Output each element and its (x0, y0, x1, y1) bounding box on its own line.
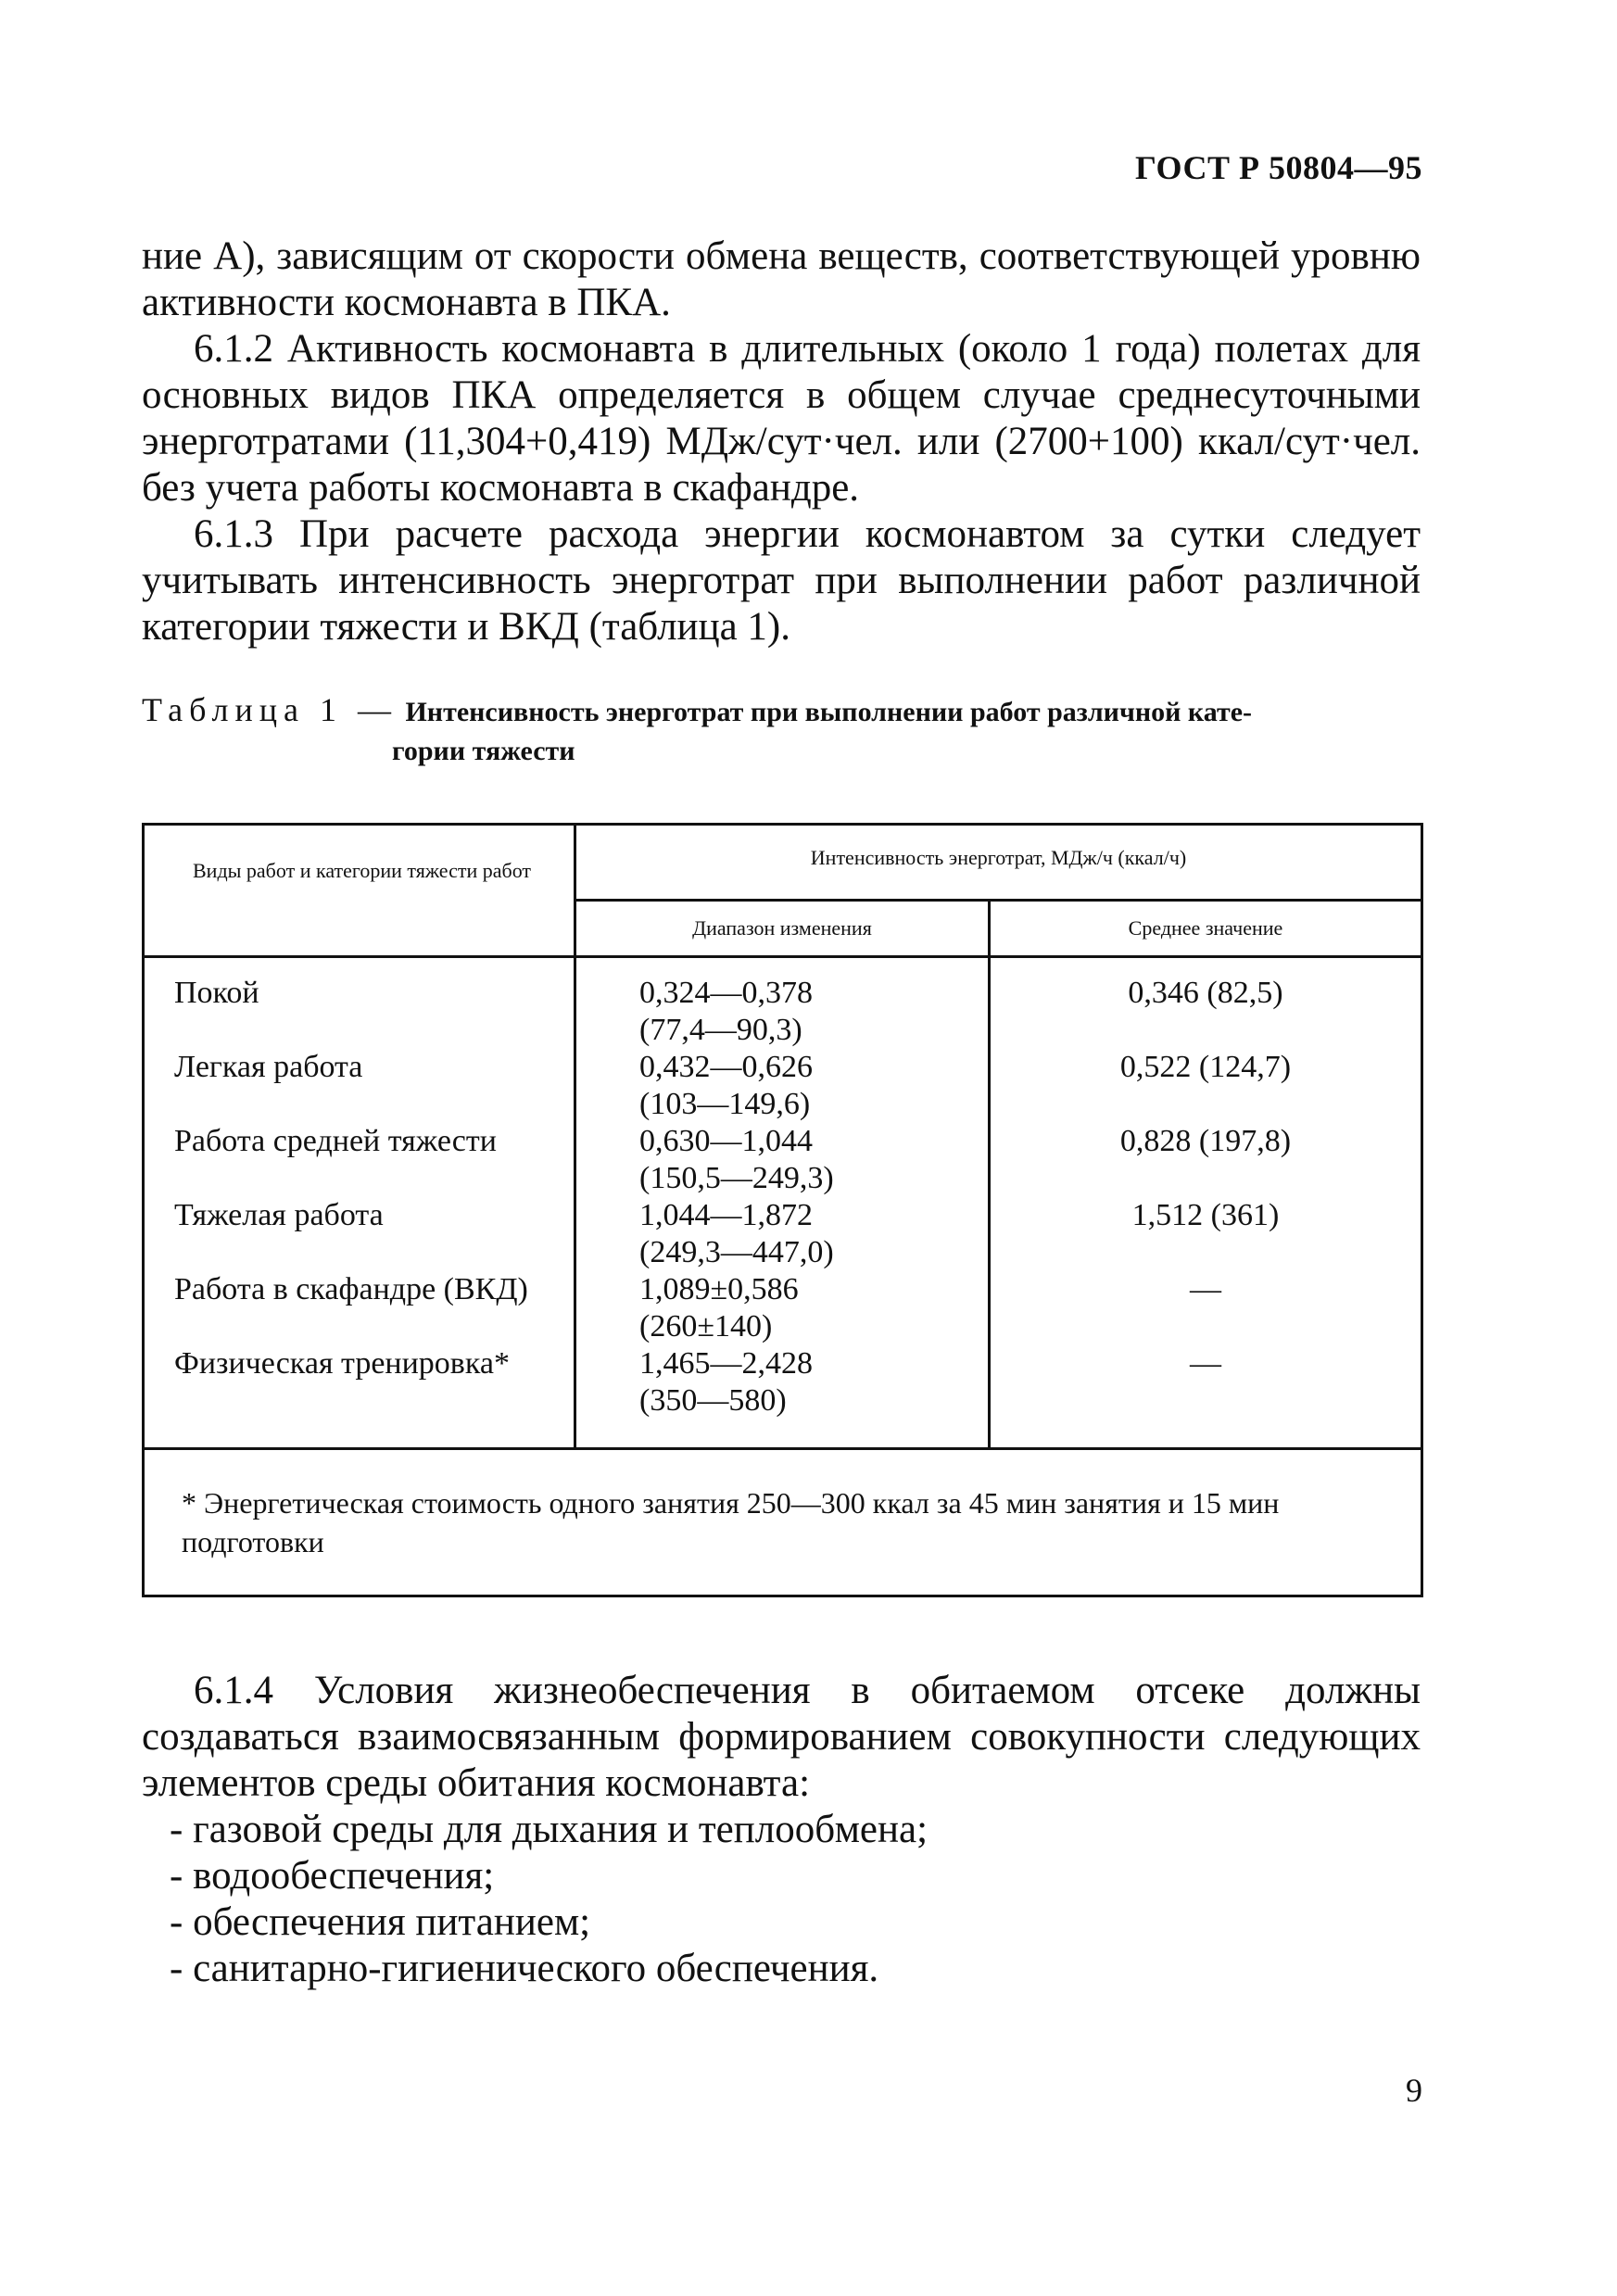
bottom-section (142, 1668, 1421, 1992)
range-kcal: (103—149,6) (639, 1087, 811, 1121)
row-kind: Тяжелая работа (174, 1198, 384, 1232)
list-item: - водообеспечения; (170, 1854, 495, 1898)
energy-table (142, 823, 1423, 1597)
range-mj: 1,044—1,872 (639, 1198, 813, 1232)
row-range (576, 1345, 988, 1419)
paragraph-6-1-3: 6.1.3 При расчете расхода энергии космонавтом за сутки следует учитывать интенсивность энерготрат при выполнении работ различной категории тяжести и ВКД (таблица 1). (142, 512, 1421, 649)
row-range (576, 1123, 988, 1197)
table-title-line1: Интенсивность энерготрат при выполнении работ различной кате- (405, 697, 1253, 727)
header-mean: Среднее значение (990, 901, 1422, 957)
range-column (575, 957, 990, 1449)
paragraph-6-1-4: 6.1.4 Условия жизнеобеспечения в обитаемом отсеке должны создаваться взаимосвязанным формированием совокупности следующих элементов среды обитания космонавта: (142, 1669, 1421, 1805)
table-caption (142, 690, 1421, 771)
table-title-line2: гории тяжести (392, 736, 575, 766)
list-item: - газовой среды для дыхания и теплообмена; (170, 1808, 929, 1851)
row-mean: 0,346 (82,5) (1128, 976, 1283, 1010)
range-mj: 0,432—0,626 (639, 1050, 813, 1084)
footnote-text: * Энергетическая стоимость одного занятия 250—300 ккал за 45 мин занятия и 15 мин подготовки (182, 1486, 1280, 1558)
row-range (576, 1271, 988, 1345)
range-mj: 1,089±0,586 (639, 1272, 799, 1306)
range-mj: 1,465—2,428 (639, 1346, 813, 1381)
row-range (576, 975, 988, 1049)
row-range (576, 1049, 988, 1123)
range-kcal: (350—580) (639, 1383, 787, 1418)
row-range (576, 1197, 988, 1271)
row-kind: Покой (174, 976, 259, 1010)
page-number: 9 (1406, 2072, 1422, 2109)
top-paragraphs (142, 233, 1421, 650)
document-header: ГОСТ Р 50804—95 (1135, 149, 1422, 186)
paragraph-continuation: ние А), зависящим от скорости обмена веществ, соответствующей уровню активности космонавта в ПКА. (142, 234, 1421, 324)
paragraph-6-1-2: 6.1.2 Активность космонавта в длительных (около 1 года) полетах для основных видов ПКА определяется в общем случае среднесуточными энерготратами (11,304+0,419) МДж/сут·чел. или (2700+100) ккал/сут·чел. без учета работы космонавта в скафандре. (142, 327, 1421, 510)
header-range: Диапазон изменения (575, 901, 990, 957)
row-mean: 0,828 (197,8) (1119, 1124, 1292, 1158)
table-label: Таблица 1 — (142, 691, 398, 728)
row-mean: — (1190, 1272, 1221, 1306)
kind-column (144, 957, 575, 1449)
row-kind: Работа средней тяжести (174, 1124, 497, 1158)
mean-column (990, 957, 1422, 1449)
range-kcal: (77,4—90,3) (639, 1013, 802, 1047)
range-kcal: (150,5—249,3) (639, 1161, 834, 1195)
range-kcal: (260±140) (639, 1309, 773, 1344)
header-kind: Виды работ и категории тяжести работ (144, 825, 575, 957)
row-mean: 0,522 (124,7) (1119, 1050, 1292, 1084)
header-intensity: Интенсивность энерготрат, МДж/ч (ккал/ч) (575, 825, 1422, 901)
range-mj: 0,324—0,378 (639, 976, 813, 1010)
list-item: - санитарно-гигиенического обеспечения. (170, 1947, 879, 1990)
list-item: - обеспечения питанием; (170, 1900, 591, 1944)
row-mean: — (1190, 1346, 1221, 1381)
row-mean: 1,512 (361) (1131, 1198, 1280, 1232)
row-kind: Легкая работа (174, 1050, 363, 1084)
row-kind: Работа в скафандре (ВКД) (174, 1272, 528, 1306)
row-kind: Физическая тренировка* (174, 1346, 510, 1381)
range-mj: 0,630—1,044 (639, 1124, 813, 1158)
table-footnote (144, 1449, 1422, 1596)
range-kcal: (249,3—447,0) (639, 1235, 834, 1269)
